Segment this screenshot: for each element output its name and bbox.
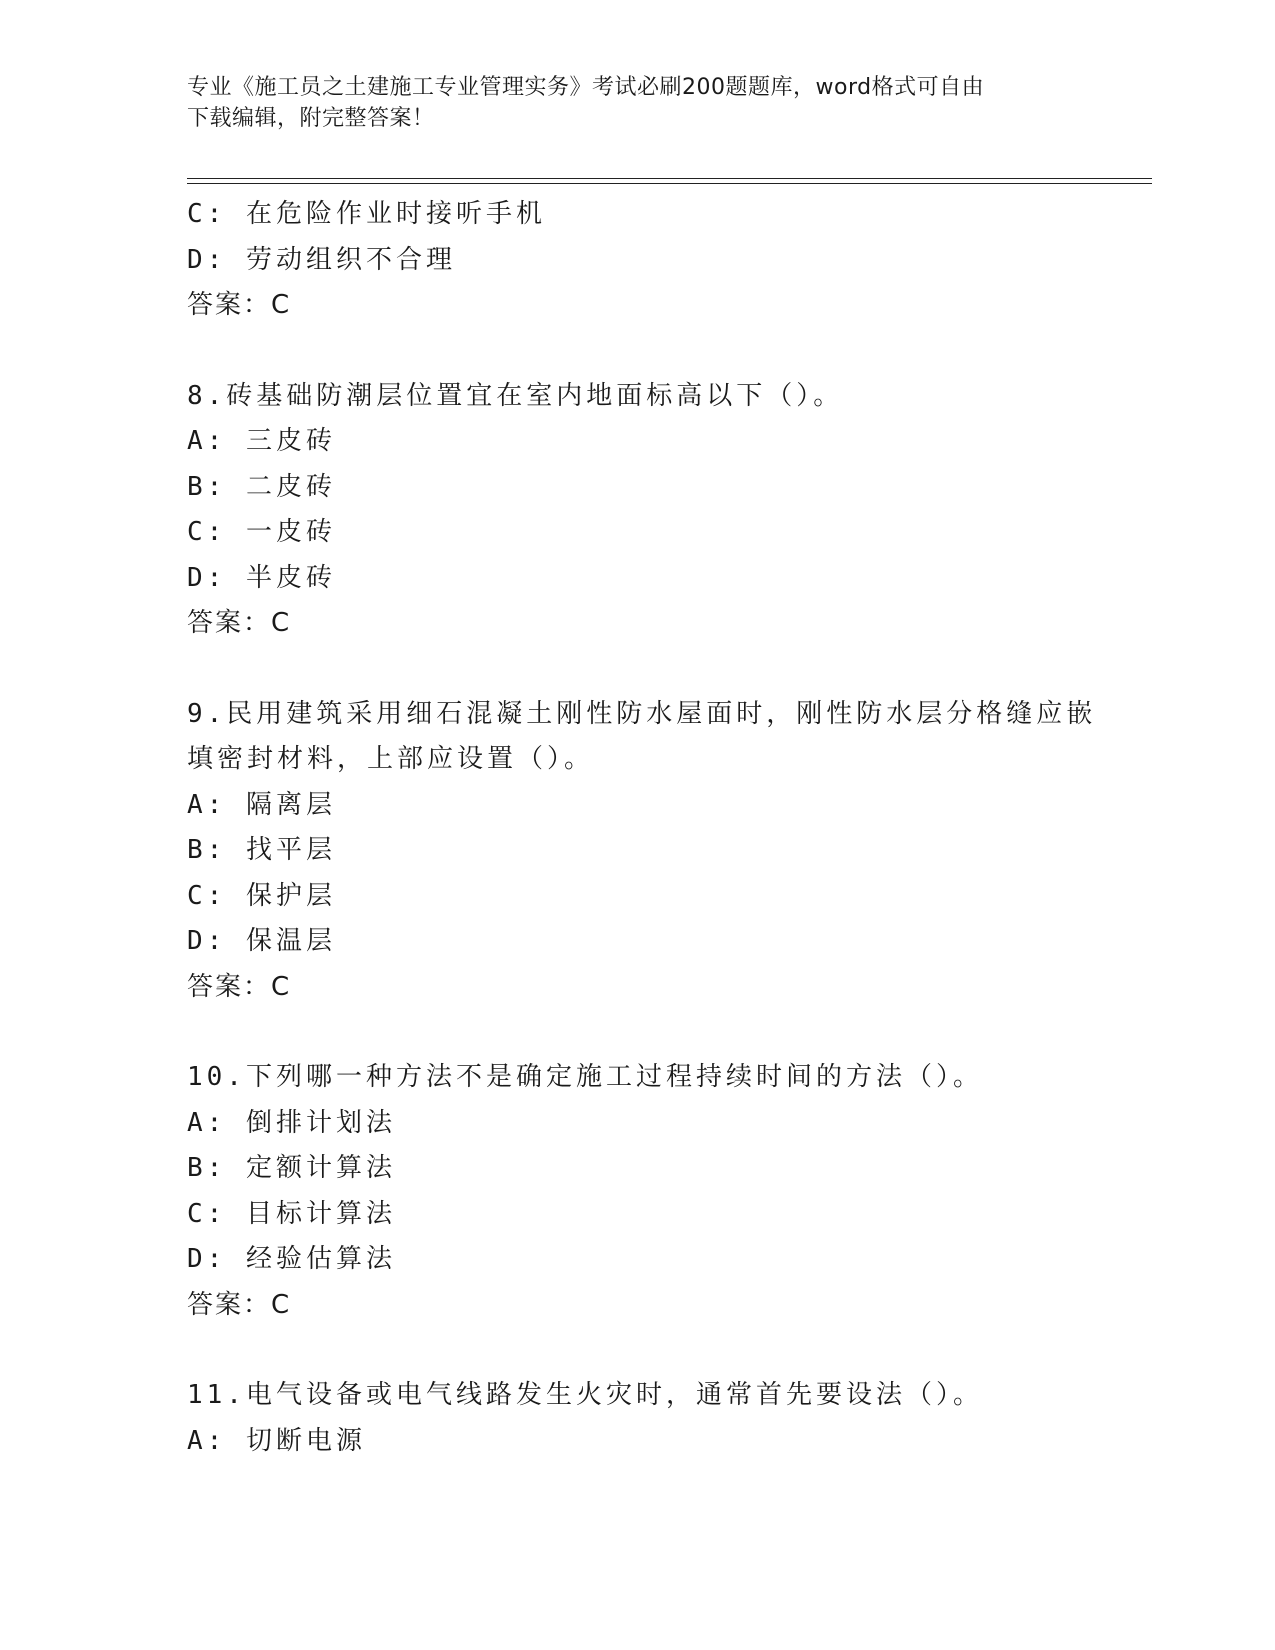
question-text: 8.砖基础防潮层位置宜在室内地面标高以下（）。 <box>187 380 844 411</box>
answer-line: 答案：C <box>187 608 292 638</box>
header-divider-top <box>187 178 1152 179</box>
question-text-continued: 填密封材料，上部应设置（）。 <box>187 744 595 774</box>
document-header <box>187 72 1067 134</box>
spacer <box>187 1010 1087 1055</box>
option-a: A: 三皮砖 <box>187 426 336 456</box>
option-d: D: 劳动组织不合理 <box>187 244 456 275</box>
option-a: A: 倒排计划法 <box>187 1107 396 1138</box>
option-d: D: 经验估算法 <box>187 1244 396 1274</box>
spacer <box>187 1328 1087 1373</box>
question-text: 9.民用建筑采用细石混凝土刚性防水屋面时，刚性防水层分格缝应嵌 <box>187 698 1097 729</box>
option-b: B: 找平层 <box>187 835 336 865</box>
option-c: C: 保护层 <box>187 880 336 911</box>
header-divider-bottom <box>187 183 1152 184</box>
option-d: D: 保温层 <box>187 926 336 956</box>
option-c: C: 在危险作业时接听手机 <box>187 199 546 229</box>
spacer <box>187 329 1087 374</box>
option-b: B: 二皮砖 <box>187 471 336 502</box>
option-d: D: 半皮砖 <box>187 562 336 593</box>
answer-line: 答案：C <box>187 290 292 320</box>
question-block-9 <box>187 692 1097 1011</box>
option-c: C: 目标计算法 <box>187 1198 396 1229</box>
question-text: 10.下列哪一种方法不是确定施工过程持续时间的方法（）。 <box>187 1062 983 1092</box>
header-line-1: 专业《施工员之土建施工专业管理实务》考试必刷200题题库，word格式可自由 <box>187 75 985 100</box>
option-c: C: 一皮砖 <box>187 517 336 547</box>
option-b: B: 定额计算法 <box>187 1153 396 1183</box>
question-text: 11.电气设备或电气线路发生火灾时，通常首先要设法（）。 <box>187 1380 983 1410</box>
question-block-11 <box>187 1373 1087 1464</box>
option-a: A: 隔离层 <box>187 789 336 820</box>
question-block-continued <box>187 192 1087 329</box>
option-a: A: 切断电源 <box>187 1425 366 1456</box>
question-block-10 <box>187 1055 1087 1328</box>
question-block-8 <box>187 374 1087 647</box>
spacer <box>187 647 1087 692</box>
answer-line: 答案：C <box>187 1289 292 1320</box>
header-line-2: 下载编辑，附完整答案！ <box>187 106 435 131</box>
answer-line: 答案：C <box>187 971 292 1002</box>
question-list <box>187 192 1097 1464</box>
